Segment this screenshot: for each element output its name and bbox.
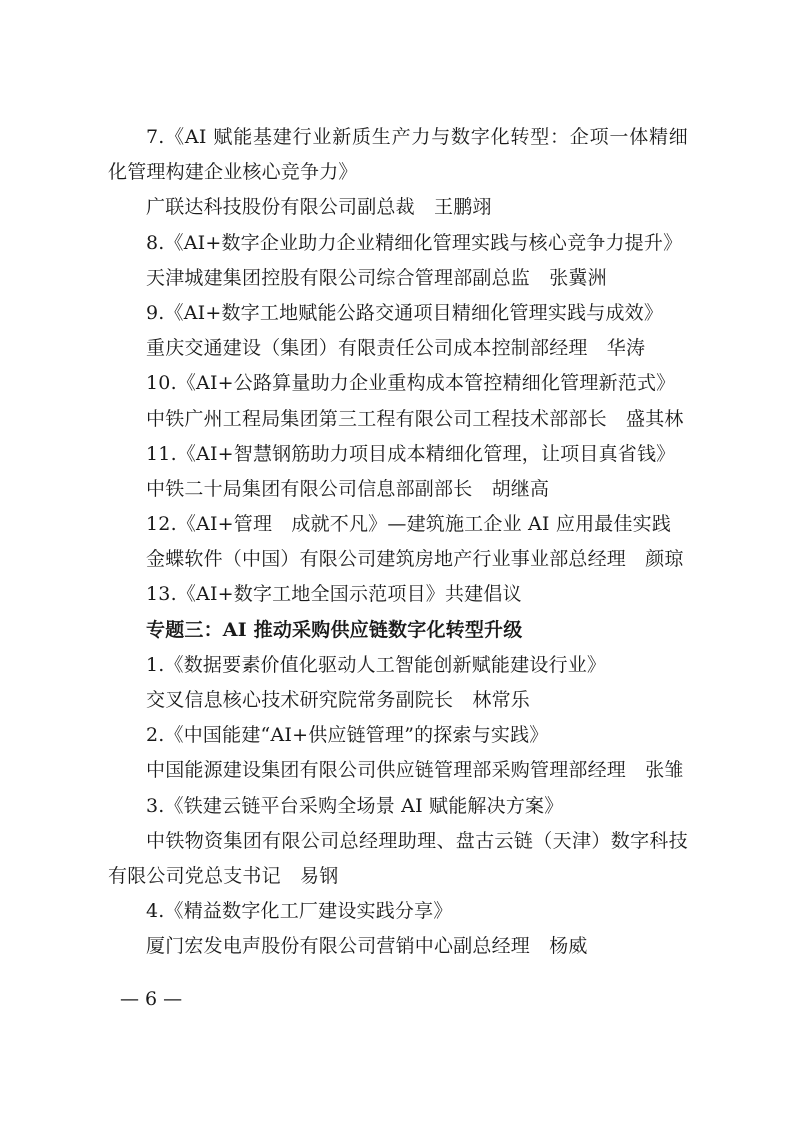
topic3-item-2-speaker: 中国能源建设集团有限公司供应链管理部采购管理部经理 张雏 (146, 759, 684, 782)
agenda-item-8-speaker: 天津城建集团控股有限公司综合管理部副总监 张冀洲 (146, 266, 607, 289)
agenda-item-12-speaker: 金蝶软件（中国）有限公司建筑房地产行业事业部总经理 颜琼 (146, 548, 684, 571)
agenda-item-10-speaker: 中铁广州工程局集团第三工程有限公司工程技术部部长 盛其林 (146, 407, 684, 430)
agenda-item-13-title: 13.《AI+数字工地全国示范项目》共建倡议 (146, 583, 522, 606)
topic3-item-4-title: 4.《精益数字化工厂建设实践分享》 (146, 900, 453, 923)
topic3-item-1-speaker: 交叉信息核心技术研究院常务副院长 林常乐 (146, 689, 531, 712)
agenda-item-10-title: 10.《AI+公路算量助力企业重构成本管控精细化管理新范式》 (146, 372, 676, 395)
page-number: — 6 — (120, 988, 183, 1010)
agenda-item-11-title: 11.《AI+智慧钢筋助力项目成本精细化管理，让项目真省钱》 (146, 442, 676, 465)
topic3-item-4-speaker: 厦门宏发电声股份有限公司营销中心副总经理 杨威 (146, 935, 588, 958)
agenda-item-9-speaker: 重庆交通建设（集团）有限责任公司成本控制部经理 华涛 (146, 337, 646, 360)
agenda-item-12-title: 12.《AI+管理 成就不凡》—建筑施工企业 AI 应用最佳实践 (146, 513, 672, 536)
agenda-item-11-speaker: 中铁二十局集团有限公司信息部副部长 胡继高 (146, 477, 550, 500)
topic3-item-3-title: 3.《铁建云链平台采购全场景 AI 赋能解决方案》 (146, 794, 564, 817)
agenda-item-7-title: 7.《AI 赋能基建行业新质生产力与数字化转型：企项一体精细化管理构建企业核心竞争力》 (108, 126, 688, 184)
agenda-item-7-speaker: 广联达科技股份有限公司副总裁 王鹏翊 (146, 196, 492, 219)
section-heading-topic-3: 专题三：AI 推动采购供应链数字化转型升级 (146, 618, 523, 641)
topic3-item-3-speaker: 中铁物资集团有限公司总经理助理、盘古云链（天津）数字科技有限公司党总支书记 易钢 (108, 829, 688, 887)
topic3-item-2-title: 2.《中国能建“AI+供应链管理”的探索与实践》 (146, 724, 549, 747)
topic3-item-1-title: 1.《数据要素价值化驱动人工智能创新赋能建设行业》 (146, 653, 607, 676)
agenda-item-8-title: 8.《AI+数字企业助力企业精细化管理实践与核心竞争力提升》 (146, 231, 683, 254)
document-body (108, 120, 688, 965)
agenda-item-9-title: 9.《AI+数字工地赋能公路交通项目精细化管理实践与成效》 (146, 301, 664, 324)
